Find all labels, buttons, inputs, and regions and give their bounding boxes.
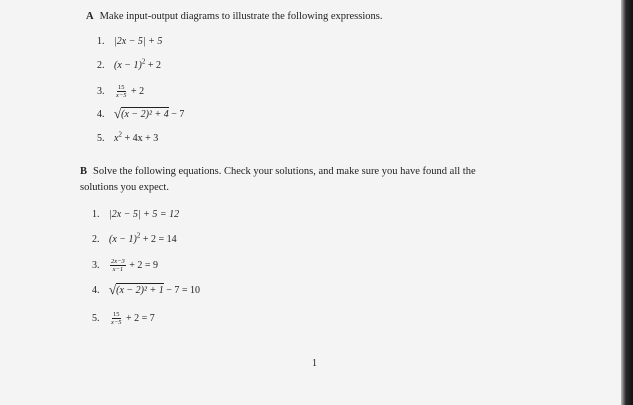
- section-b-heading: [80, 165, 580, 195]
- section-a-letter: A: [86, 11, 94, 22]
- page-number: 1: [312, 358, 317, 369]
- section-b-instruction-line-2: solutions you expect.: [80, 182, 169, 193]
- math-expression-rest: + 2 = 14: [140, 234, 177, 245]
- fraction-numerator: 15: [118, 84, 125, 91]
- item-number: 2.: [97, 60, 105, 71]
- radicand: (x − 2)² + 1: [116, 285, 164, 296]
- exponent: 2: [141, 57, 146, 66]
- section-a-heading: [86, 10, 382, 24]
- item-number: 1.: [97, 36, 105, 47]
- math-expression-base: x: [114, 133, 119, 144]
- item-number: 5.: [97, 133, 105, 144]
- exponent: 2: [136, 231, 141, 240]
- section-b-item-1: [92, 209, 179, 221]
- math-expression-rest: + 2 = 9: [126, 259, 159, 271]
- math-expression-rest: + 2: [128, 85, 145, 97]
- section-b-instruction-line-1: Solve the following equations. Check your solutions, and make sure you have found all the: [93, 166, 476, 177]
- fraction-denominator: x−1: [112, 266, 124, 273]
- item-number: 3.: [92, 259, 100, 271]
- section-a-item-4: [97, 108, 184, 121]
- section-b-item-3: [92, 258, 158, 273]
- radicand: (x − 2)² + 4: [121, 109, 169, 120]
- math-expression: |2x − 5| + 5: [114, 36, 163, 47]
- section-b-letter: B: [80, 166, 88, 177]
- item-number: 2.: [92, 234, 100, 245]
- fraction-denominator: x−5: [111, 319, 122, 326]
- item-number: 4.: [92, 285, 100, 296]
- exponent: 2: [118, 130, 122, 139]
- page-edge-shadow: [621, 0, 633, 405]
- fraction-numerator: 15: [113, 311, 120, 318]
- section-b-item-2: [92, 231, 177, 246]
- item-number: 1.: [92, 209, 100, 220]
- item-number: 4.: [97, 109, 105, 120]
- section-b-item-4: [92, 284, 200, 297]
- math-expression-rest: + 4x + 3: [121, 133, 159, 144]
- math-expression-rest: + 2 = 7: [123, 312, 155, 324]
- square-root: [109, 284, 164, 297]
- section-a-item-5: [97, 130, 159, 145]
- item-number: 3.: [97, 85, 105, 97]
- fraction: [110, 258, 126, 273]
- radical-sign: √: [109, 282, 117, 297]
- radical-sign: √: [114, 106, 122, 121]
- section-b-line-1: [80, 165, 580, 179]
- math-expression-rest: − 7: [168, 109, 185, 120]
- section-b-item-5: [92, 311, 155, 326]
- item-number: 5.: [92, 312, 100, 324]
- math-expression-rest: − 7 = 10: [163, 285, 201, 296]
- math-expression-rest: + 2: [145, 60, 161, 71]
- fraction-numerator: 2x−3: [111, 258, 125, 265]
- math-expression: |2x − 5| + 5 = 12: [109, 209, 180, 220]
- section-a-item-2: [97, 57, 161, 72]
- square-root: [114, 108, 169, 121]
- section-a-instruction: Make input-output diagrams to illustrate the following expressions.: [99, 11, 383, 22]
- math-expression-base: (x − 1): [114, 60, 142, 71]
- fraction-denominator: x−5: [116, 92, 127, 99]
- fraction: [110, 311, 123, 326]
- section-a-item-3: [97, 84, 144, 99]
- section-a-item-1: [97, 36, 162, 48]
- fraction: [115, 84, 128, 99]
- math-expression-base: (x − 1): [109, 234, 137, 245]
